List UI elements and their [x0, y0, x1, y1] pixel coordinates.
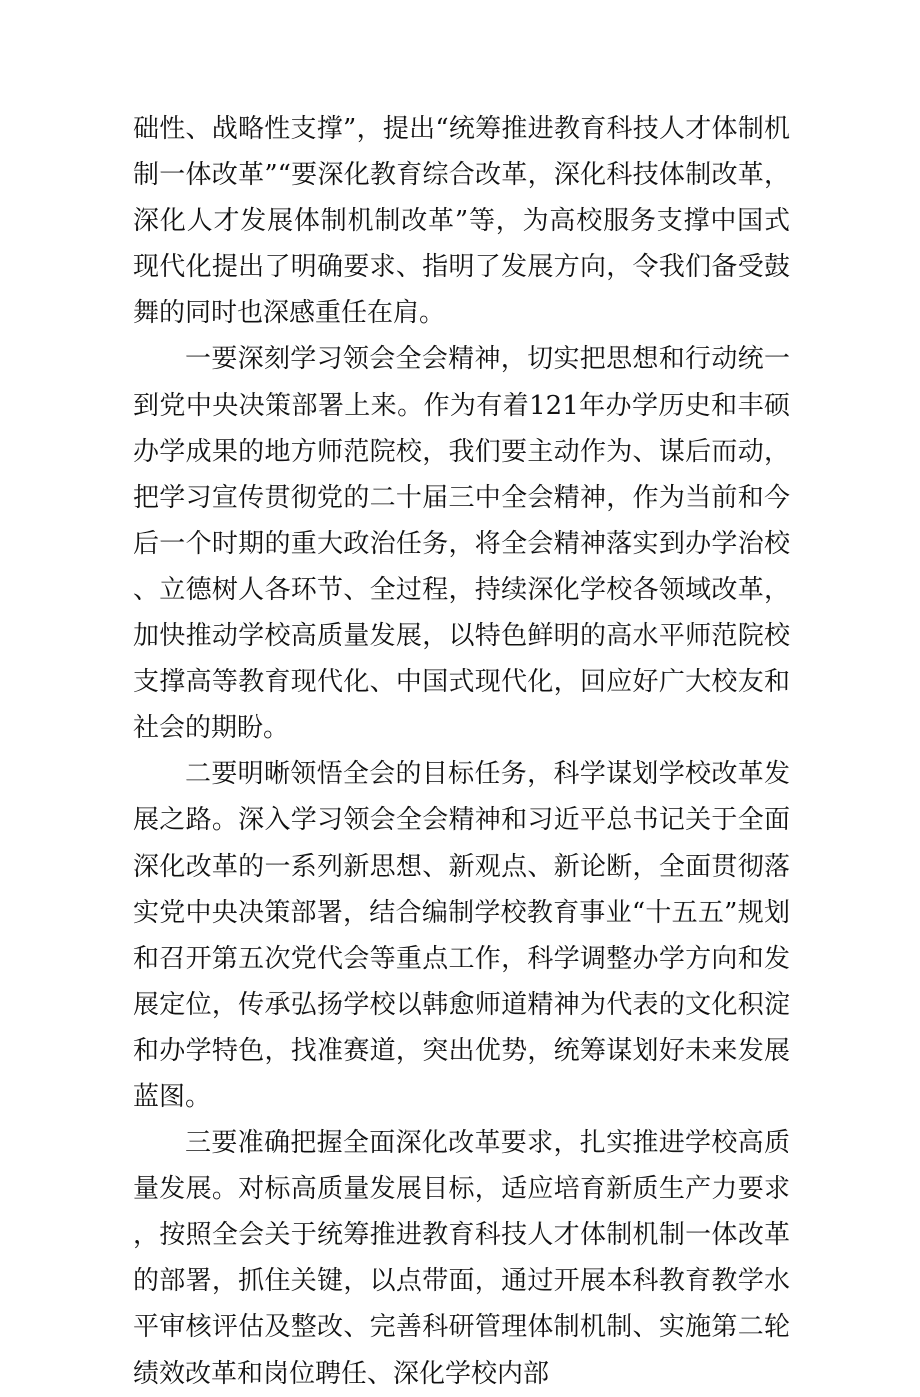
paragraph-point-three: 三要准确把握全面深化改革要求，扎实推进学校高质量发展。对标高质量发展目标，适应培育新质生产力要求，按照全会关于统筹推进教育科技人才体制机制一体改革的部署，抓住关键，以点带面，通过开展本科教育教学水平审核评估及整改、完善科研管理体制机制、实施第二轮绩效改革和岗位聘任、深化学校内部 — [133, 1128, 790, 1389]
paragraph-continuation: 础性、战略性支撑”，提出“统筹推进教育科技人才体制机制一体改革”“要深化教育综合改革，深化科技体制改革，深化人才发展体制机制改革”等，为高校服务支撑中国式现代化提出了明确要求、指明了发展方向，令我们备受鼓舞的同时也深感重任在肩。 — [133, 114, 790, 329]
document-body — [133, 106, 790, 1397]
paragraph-point-two: 二要明晰领悟全会的目标任务，科学谋划学校改革发展之路。深入学习领会全会精神和习近平总书记关于全面深化改革的一系列新思想、新观点、新论断，全面贯彻落实党中央决策部署，结合编制学校教育事业“十五五”规划和召开第五次党代会等重点工作，科学调整办学方向和发展定位，传承弘扬学校以韩愈师道精神为代表的文化积淀和办学特色，找准赛道，突出优势，统筹谋划好未来发展蓝图。 — [133, 759, 790, 1112]
paragraph-point-one: 一要深刻学习领会全会精神，切实把思想和行动统一到党中央决策部署上来。作为有着121年办学历史和丰硕办学成果的地方师范院校，我们要主动作为、谋后而动，把学习宣传贯彻党的二十届三中全会精神，作为当前和今后一个时期的重大政治任务，将全会精神落实到办学治校、立德树人各环节、全过程，持续深化学校各领域改革，加快推动学校高质量发展，以特色鲜明的高水平师范院校支撑高等教育现代化、中国式现代化，回应好广大校友和社会的期盼。 — [133, 344, 790, 744]
